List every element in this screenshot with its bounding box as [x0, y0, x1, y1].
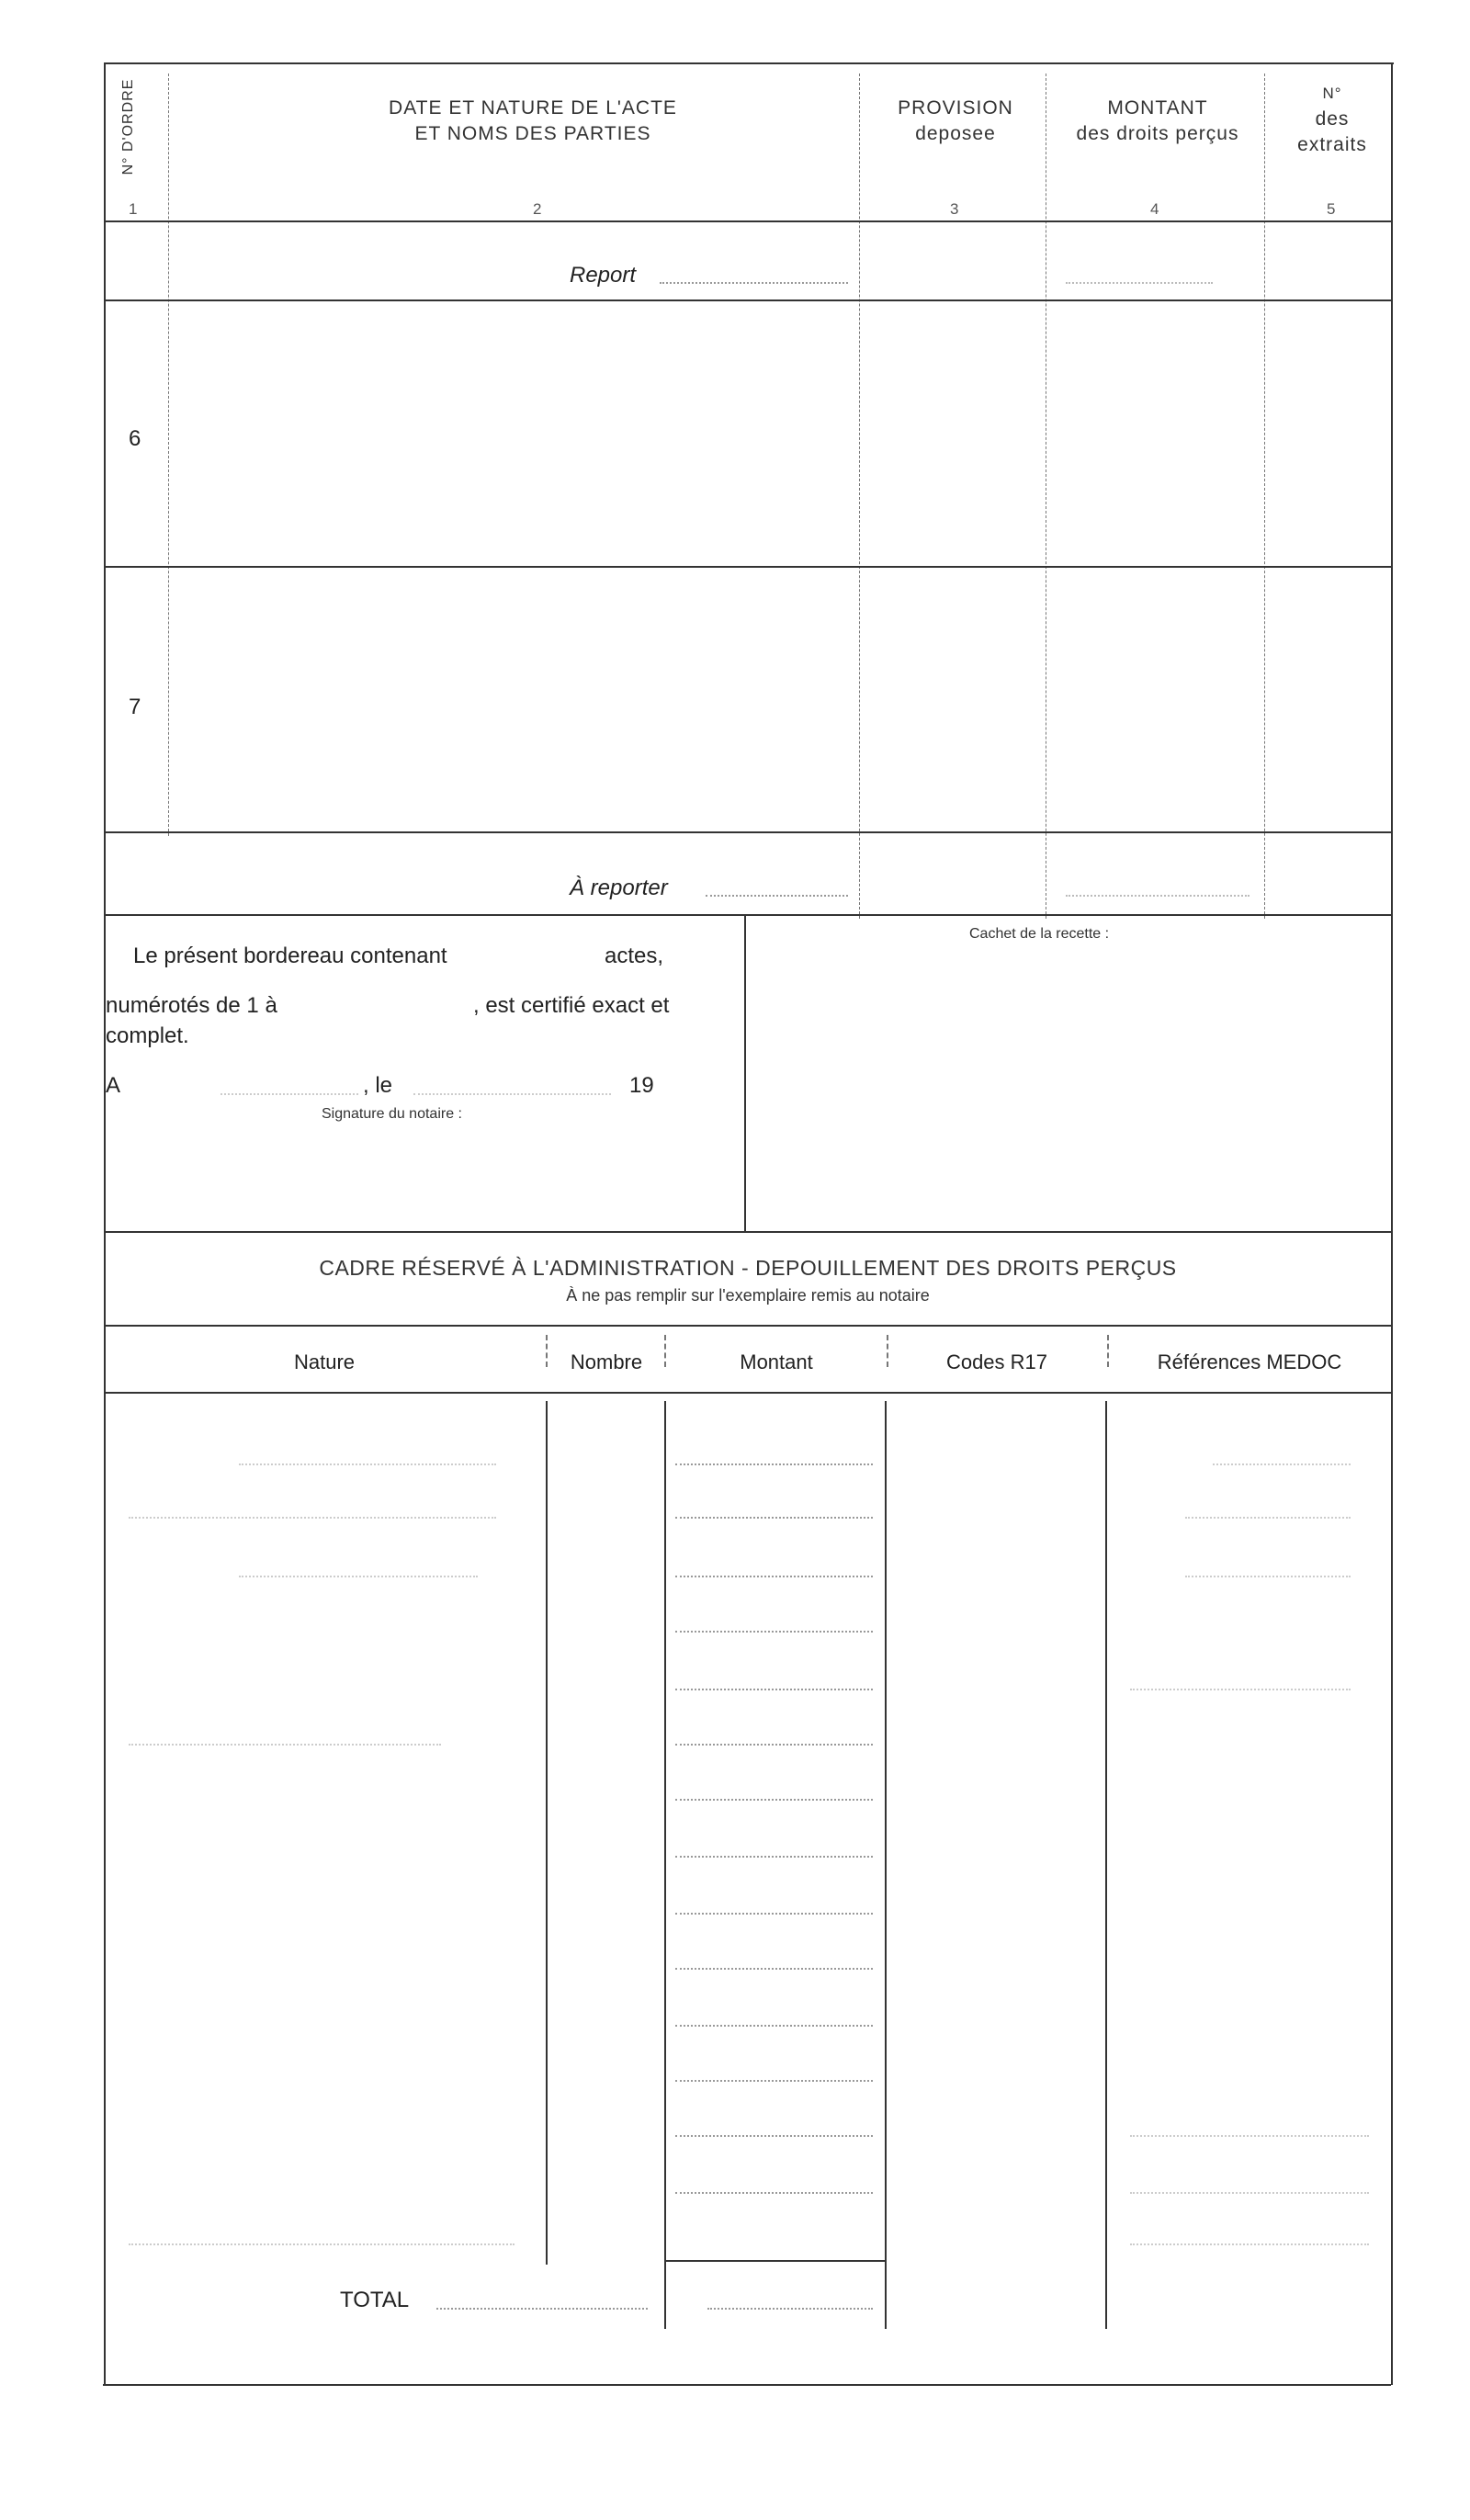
- entry-dots: [675, 1744, 873, 1746]
- column-number-4: 4: [1150, 200, 1159, 218]
- certification-actes-text: actes,: [605, 944, 664, 968]
- admin-separator-codes-medoc: [1107, 1335, 1109, 1367]
- certification-year-prefix: 19: [629, 1073, 654, 1098]
- certification-le-text: , le: [363, 1073, 393, 1098]
- column-separator-2: [859, 73, 860, 919]
- admin-body-line-medoc: [1105, 1401, 1107, 2329]
- total-dots: [436, 2308, 648, 2310]
- entry-dots: [1130, 2243, 1369, 2245]
- entry-dots: [1185, 1576, 1351, 1577]
- total-montant-dots: [707, 2308, 873, 2310]
- entry-dots: [1213, 1463, 1351, 1465]
- admin-col-montant: Montant: [740, 1350, 813, 1373]
- entry-dots: [675, 1913, 873, 1915]
- row-6-bottom-rule: [104, 566, 1392, 568]
- column-number-5: 5: [1327, 200, 1336, 218]
- column-separator-4: [1264, 73, 1265, 919]
- certification-line-1: [133, 944, 664, 969]
- header-numero-ordre: N° D'ORDRE: [120, 78, 136, 175]
- frame-top-border: [106, 62, 1394, 64]
- entry-dots: [675, 1968, 873, 1970]
- header-extraits-line1: N°: [1322, 85, 1342, 102]
- certification-cachet-divider: [744, 914, 746, 1231]
- header-extraits: [1277, 81, 1387, 158]
- column-number-1: 1: [129, 200, 138, 218]
- header-provision-line1: PROVISION: [898, 97, 1013, 119]
- admin-separator-nature-nombre: [546, 1335, 548, 1367]
- a-reporter-montant-dots: [1066, 895, 1250, 897]
- certification-contenant-text: Le présent bordereau contenant: [133, 944, 447, 968]
- entry-dots: [1185, 1517, 1351, 1519]
- frame-bottom-border: [103, 2384, 1391, 2386]
- column-separator-1: [168, 73, 169, 836]
- signature-label: Signature du notaire :: [322, 1106, 462, 1122]
- admin-title: CADRE RÉSERVÉ À L'ADMINISTRATION - DEPOUILLEMENT DES DROITS PERÇUS: [319, 1256, 1177, 1280]
- entry-dots: [129, 2243, 514, 2245]
- a-reporter-bottom-rule: [104, 914, 1392, 916]
- a-reporter-dots: [706, 895, 848, 897]
- admin-body-line-montant: [885, 1401, 887, 2329]
- row-number-6: 6: [129, 426, 141, 451]
- a-reporter-label: À reporter: [570, 876, 668, 900]
- entry-dots: [675, 1689, 873, 1690]
- entry-dots: [239, 1463, 496, 1465]
- entry-dots: [675, 2135, 873, 2137]
- entry-dots: [675, 1463, 873, 1465]
- cachet-label: Cachet de la recette :: [969, 926, 1110, 942]
- admin-title-bottom-rule: [104, 1325, 1392, 1327]
- entry-dots: [675, 1631, 873, 1633]
- column-number-3: 3: [950, 200, 959, 218]
- certification-date-dots: [413, 1093, 611, 1095]
- entry-dots: [675, 2025, 873, 2027]
- header-montant-line2: des droits perçus: [1076, 123, 1239, 144]
- entry-dots: [675, 2080, 873, 2082]
- admin-separator-montant-codes: [887, 1335, 888, 1367]
- entry-dots: [675, 1799, 873, 1801]
- report-montant-dots: [1066, 282, 1213, 284]
- certification-line-2: [106, 993, 670, 1019]
- header-date-nature-line2: ET NOMS DES PARTIES: [414, 123, 651, 144]
- certification-certifie-text: , est certifié exact et: [473, 993, 670, 1018]
- entry-dots: [675, 1856, 873, 1858]
- entry-dots: [675, 1576, 873, 1577]
- row-number-7: 7: [129, 695, 141, 719]
- certification-lieu-dots: [220, 1093, 358, 1095]
- certification-bottom-rule: [104, 1231, 1392, 1233]
- header-provision: [868, 96, 1043, 147]
- admin-body-line-nombre: [664, 1401, 666, 2329]
- entry-dots: [1130, 1689, 1351, 1690]
- report-bottom-rule: [104, 299, 1392, 301]
- header-montant-line1: MONTANT: [1107, 97, 1208, 119]
- entry-dots: [129, 1744, 441, 1746]
- certification-line-3: complet.: [106, 1023, 189, 1048]
- admin-header-bottom-rule: [104, 1392, 1392, 1394]
- entry-dots: [1130, 2135, 1369, 2137]
- entry-dots: [239, 1576, 478, 1577]
- admin-subtitle: À ne pas remplir sur l'exemplaire remis au notaire: [566, 1286, 930, 1305]
- report-label: Report: [570, 263, 637, 288]
- admin-separator-nombre-montant: [664, 1335, 666, 1367]
- column-number-2: 2: [533, 200, 542, 218]
- report-dots: [660, 282, 848, 284]
- header-date-nature-line1: DATE ET NATURE DE L'ACTE: [389, 97, 677, 119]
- admin-col-nombre: Nombre: [570, 1350, 643, 1373]
- header-montant: [1052, 96, 1263, 147]
- admin-col-nature: Nature: [293, 1350, 356, 1373]
- certification-lieu-prefix: A: [106, 1073, 121, 1098]
- montant-total-rule: [664, 2260, 887, 2262]
- header-extraits-line3: extraits: [1297, 134, 1367, 155]
- header-date-nature: [276, 96, 790, 147]
- entry-dots: [1130, 2192, 1369, 2194]
- header-extraits-line2: des: [1315, 108, 1350, 130]
- total-label: TOTAL: [340, 2288, 410, 2312]
- header-bottom-rule: [104, 220, 1392, 222]
- entry-dots: [675, 1517, 873, 1519]
- frame-right-border: [1391, 62, 1393, 2385]
- frame-left-border: [104, 62, 106, 2385]
- admin-col-codes-r17: Codes R17: [945, 1350, 1048, 1373]
- entry-dots: [129, 1517, 496, 1519]
- entry-dots: [675, 2192, 873, 2194]
- admin-col-references-medoc: Références MEDOC: [1157, 1350, 1342, 1373]
- row-7-bottom-rule: [104, 831, 1392, 833]
- header-provision-line2: deposee: [915, 123, 996, 144]
- admin-body-line-nature: [546, 1401, 548, 2265]
- certification-numerotes-text: numérotés de 1 à: [106, 993, 277, 1018]
